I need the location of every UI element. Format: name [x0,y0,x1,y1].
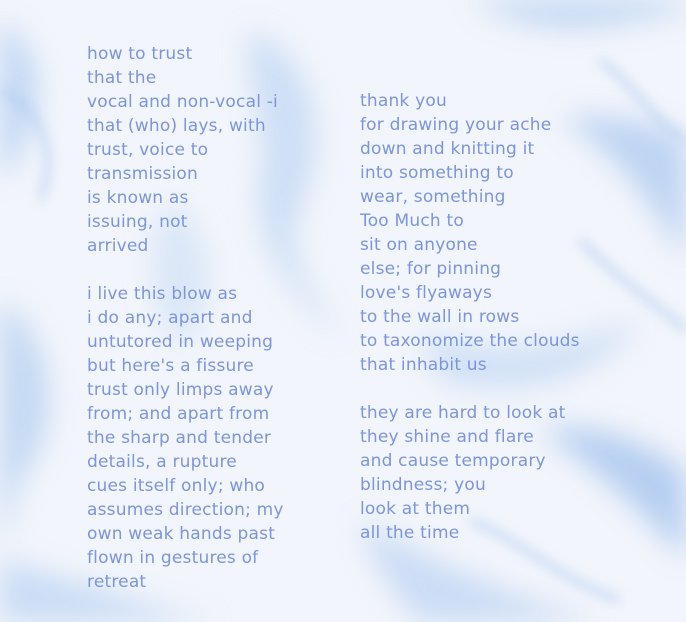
stanza [360,89,580,377]
poem-line: love's flyaways [360,283,493,303]
poem-line: that inhabit us [360,355,487,375]
poem-line: wear, something [360,187,506,207]
poem-line: vocal and non-vocal -i [87,92,278,112]
poem-line: that the [87,68,157,88]
poem-left-column [87,42,284,618]
poem-line: untutored in weeping [87,332,274,352]
poem-line: transmission [87,164,198,184]
poem-line: for drawing your ache [360,115,552,135]
poem-line: else; for pinning [360,259,502,279]
poem-line: trust, voice to [87,140,209,160]
poem-line: details, a rupture [87,452,237,472]
poem-line: all the time [360,523,460,543]
poem-line: blindness; you [360,475,486,495]
poem-line: look at them [360,499,471,519]
stanza [87,282,284,594]
poem-line: and cause temporary [360,451,546,471]
poem-line: trust only limps away [87,380,274,400]
poem-line: assumes direction; my [87,500,284,520]
poem-line: cues itself only; who [87,476,266,496]
poem-line: down and knitting it [360,139,535,159]
poem-line: from; and apart from [87,404,270,424]
poem-line: into something to [360,163,514,183]
stanza [87,42,284,258]
poem-line: is known as [87,188,189,208]
poem-line: they are hard to look at [360,403,566,423]
poem-line: to the wall in rows [360,307,520,327]
poem-line: thank you [360,91,447,111]
poem-line: to taxonomize the clouds [360,331,580,351]
poem-line: retreat [87,572,147,592]
poem-line: how to trust [87,44,193,64]
poem-line: i do any; apart and [87,308,253,328]
poem-line: issuing, not [87,212,188,232]
poem-line: own weak hands past [87,524,276,544]
poem-line: arrived [87,236,149,256]
poem-right-column [360,89,580,569]
poem-line: Too Much to [360,211,464,231]
poem-line: sit on anyone [360,235,478,255]
poem-line: that (who) lays, with [87,116,266,136]
stanza [360,401,580,545]
poem-line: i live this blow as [87,284,238,304]
poem-line: the sharp and tender [87,428,272,448]
poem-line: they shine and flare [360,427,534,447]
poem-line: flown in gestures of [87,548,259,568]
poem-line: but here's a fissure [87,356,254,376]
